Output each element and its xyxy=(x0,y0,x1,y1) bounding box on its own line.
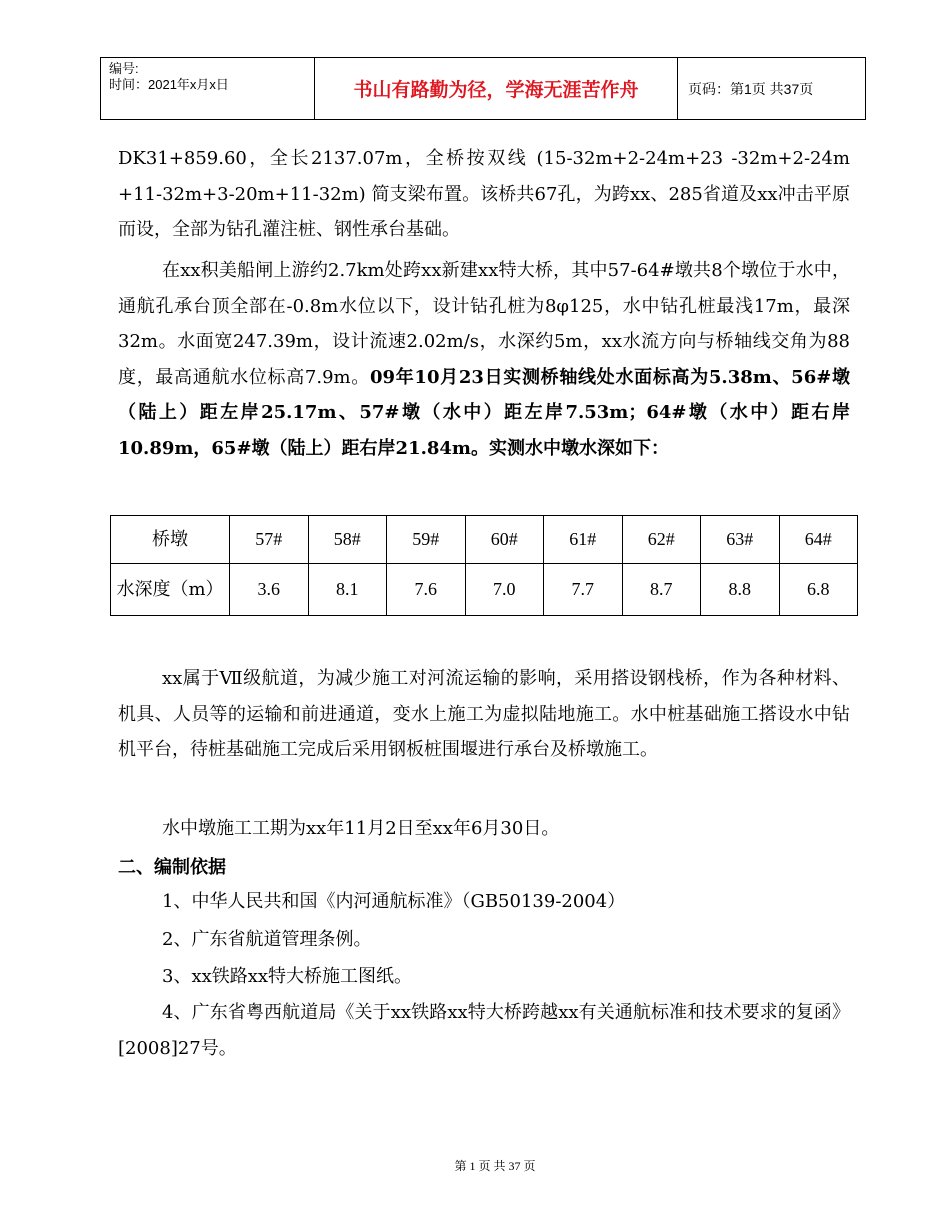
table-row-depths xyxy=(111,564,858,616)
number-label: 编号: xyxy=(109,61,139,76)
table-row-piers xyxy=(111,516,858,564)
table-cell-depth: 3.6 xyxy=(230,564,309,616)
section-heading-basis: 二、编制依据 xyxy=(118,857,226,878)
paragraph-water-piers xyxy=(118,253,850,466)
paragraph-schedule: 水中墩施工工期为xx年11月2日至xx年6月30日。 xyxy=(162,818,560,839)
page-header xyxy=(100,57,866,120)
time-label: 时间：2021年x月x日 xyxy=(109,77,229,92)
basis-item: 4、广东省粤西航道局《关于xx铁路xx特大桥跨越xx有关通航标准和技术要求的复函》[2008]27号。 xyxy=(118,1002,850,1059)
table-cell-pier: 57# xyxy=(230,516,309,564)
table-cell-depth: 8.1 xyxy=(308,564,387,616)
header-meta xyxy=(101,58,315,119)
table-cell-pier: 61# xyxy=(544,516,623,564)
header-page-label: 页码：第1页 共37页 xyxy=(688,80,814,97)
page-footer: 第 1 页 共 37 页 xyxy=(454,1159,536,1173)
table-cell-depth: 6.8 xyxy=(779,564,858,616)
table-cell-depth: 8.8 xyxy=(701,564,780,616)
table-cell-depth: 7.7 xyxy=(544,564,623,616)
paragraph-navigation-channel: xx属于Ⅶ级航道，为减少施工对河流运输的影响，采用搭设钢栈桥，作为各种材料、机具、人员等的运输和前进通道，变水上施工为虚拟陆地施工。水中桩基础施工搭设水中钻机平台，待桩基础施工完成后采用钢板桩围堰进行承台及桥墩施工。 xyxy=(118,668,850,760)
table-cell-pier: 63# xyxy=(701,516,780,564)
table-cell-pier: 60# xyxy=(465,516,544,564)
table-cell-depth: 7.0 xyxy=(465,564,544,616)
basis-item: 1、中华人民共和国《内河通航标准》（GB50139-2004） xyxy=(162,891,626,912)
table-cell-pier: 62# xyxy=(622,516,701,564)
table-row-head-pier: 桥墩 xyxy=(111,516,230,564)
basis-item: 3、xx铁路xx特大桥施工图纸。 xyxy=(162,966,413,987)
paragraph-measurement-bold: 09年10月23日实测桥轴线处水面标高为5.38m、56#墩（陆上）距左岸25.17m、57#墩（水中）距左岸7.53m；64#墩（水中）距右岸10.89m，65#墩（陆上）距右岸21.84m。实测水中墩水深如下： xyxy=(118,366,850,459)
paragraph-water-piers-text: 在xx积美船闸上游约2.7km处跨xx新建xx特大桥，其中57-64#墩共8个墩位于水中，通航孔承台顶全部在-0.8m水位以下，设计钻孔桩为8φ125，水中钻孔桩最浅17m，最深32m。水面宽247.39m，设计流速2.02m/s，水深约5m，xx水流方向与桥轴线交角为88度，最高通航水位标高7.9m。 xyxy=(118,260,850,388)
paragraph-bridge-overview: DK31+859.60，全长2137.07m，全桥按双线 (15-32m+2-24m+23 -32m+2-24m +11-32m+3-20m+11-32m) 简支梁布置。该桥共67孔，为跨xx、285省道及xx冲击平原而设，全部为钻孔灌注桩、钢性承台基础。 xyxy=(118,148,850,240)
table-cell-pier: 58# xyxy=(308,516,387,564)
table-cell-pier: 59# xyxy=(387,516,466,564)
water-depth-table xyxy=(110,515,858,616)
table-row-head-depth: 水深度（m） xyxy=(111,564,230,616)
table-cell-pier: 64# xyxy=(779,516,858,564)
basis-item: 2、广东省航道管理条例。 xyxy=(162,929,372,950)
table-cell-depth: 7.6 xyxy=(387,564,466,616)
table-cell-depth: 8.7 xyxy=(622,564,701,616)
header-motto: 书山有路勤为径，学海无涯苦作舟 xyxy=(315,58,678,119)
